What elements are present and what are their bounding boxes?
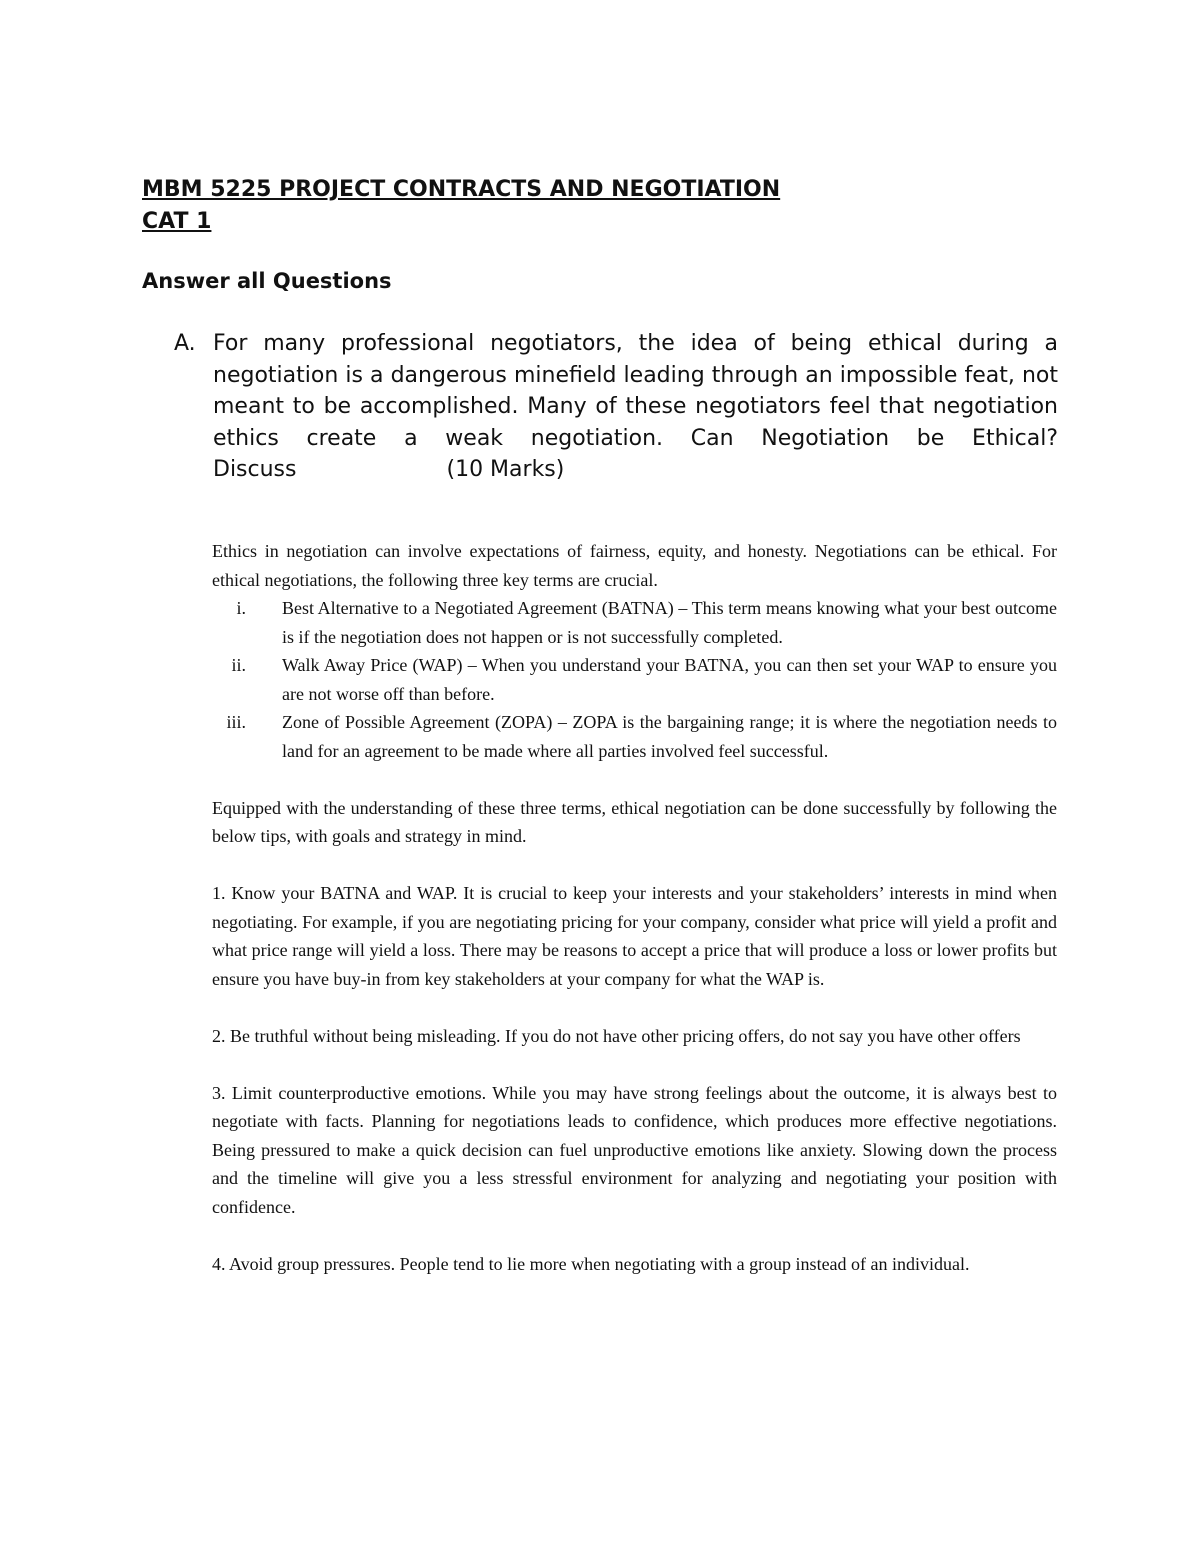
document-title: MBM 5225 PROJECT CONTRACTS AND NEGOTIATION	[142, 177, 781, 202]
term-wap	[212, 651, 1057, 708]
key-terms-list	[212, 594, 1057, 765]
tip-3: 3. Limit counterproductive emotions. While you may have strong feelings about the outcome, it is always best to negotiate with facts. Planning for negotiations leads to confidence, which produces more effective negotiations. Being pressured to make a quick decision can fuel unproductive emotions like anxiety. Slowing down the process and the timeline will give you a less stressful environment for analyzing and negotiating your position with confidence.	[212, 1082, 1057, 1217]
question-marks: (10 Marks)	[446, 457, 565, 482]
answer-transition: Equipped with the understanding of these three terms, ethical negotiation can be done successfully by following the below tips, with goals and strategy in mind.	[212, 797, 1057, 846]
paragraph-spacer	[212, 1050, 1057, 1079]
term-text: Zone of Possible Agreement (ZOPA) – ZOPA is the bargaining range; it is where the negotiation needs to land for an agreement to be made where all parties involved feel successful.	[282, 712, 1057, 761]
term-text: Walk Away Price (WAP) – When you understand your BATNA, you can then set your WAP to ensure you are not worse off than before.	[282, 655, 1057, 704]
term-number: i.	[236, 598, 246, 618]
term-number: iii.	[226, 712, 246, 732]
tip-2: 2. Be truthful without being misleading. If you do not have other pricing offers, do not say you have other offers	[212, 1025, 1021, 1046]
question-label: A.	[174, 331, 196, 356]
tip-1: 1. Know your BATNA and WAP. It is crucial to keep your interests and your stakeholders’ interests in mind when negotiating. For example, if you are negotiating pricing for your company, consider what price will yield a profit and what price range will yield a loss. There may be reasons to accept a price that will produce a loss or lower profits but ensure you have buy-in from key stakeholders at your company for what the WAP is.	[212, 883, 1057, 989]
term-text: Best Alternative to a Negotiated Agreement (BATNA) – This term means knowing what your best outcome is if the negotiation does not happen or is not successfully completed.	[282, 598, 1057, 647]
term-zopa	[212, 708, 1057, 765]
tip-4: 4. Avoid group pressures. People tend to lie more when negotiating with a group instead of an individual.	[212, 1253, 970, 1274]
term-batna	[212, 594, 1057, 651]
answer-intro: Ethics in negotiation can involve expectations of fairness, equity, and honesty. Negotiations can be ethical. For ethical negotiations, the following three key terms are crucial.	[212, 541, 1057, 590]
question-text-block	[213, 328, 1058, 486]
paragraph-spacer	[212, 765, 1057, 794]
question-text: For many professional negotiators, the idea of being ethical during a negotiation is a dangerous minefield leading through an impossible feat, not meant to be accomplished. Many of these negotiators feel that negotiation ethics create a weak negotiation. Can Negotiation be Ethical? Discuss	[213, 331, 1058, 482]
term-number: ii.	[231, 655, 246, 675]
answer-body	[212, 537, 1057, 1278]
document-subtitle: CAT 1	[142, 209, 212, 234]
instruction-heading: Answer all Questions	[142, 269, 392, 293]
paragraph-spacer	[212, 1221, 1057, 1250]
paragraph-spacer	[212, 993, 1057, 1022]
paragraph-spacer	[212, 851, 1057, 880]
